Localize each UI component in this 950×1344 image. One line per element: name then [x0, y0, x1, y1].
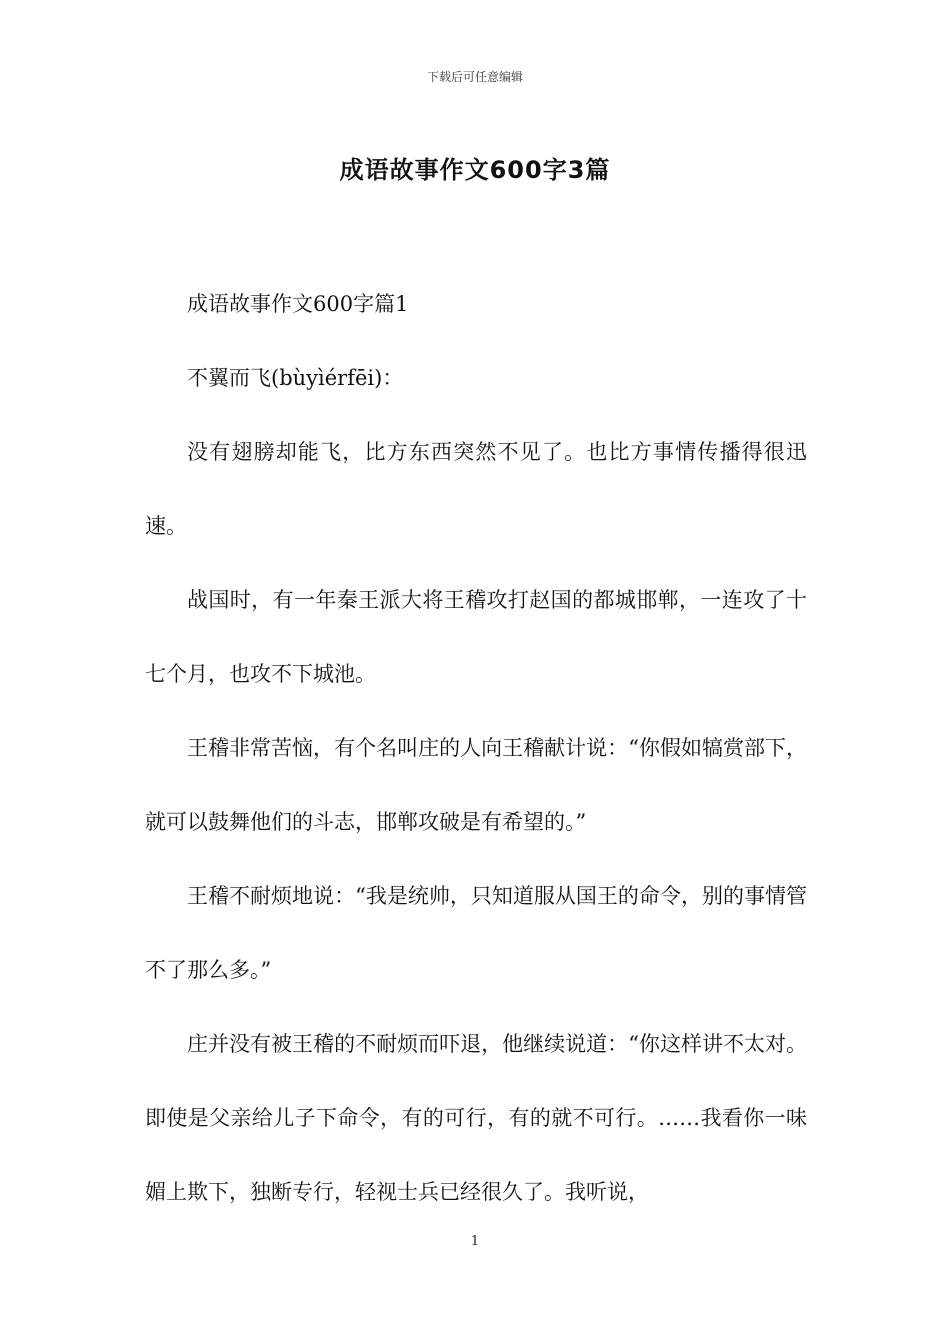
document-body	[145, 267, 807, 1229]
document-title: 成语故事作文600字3篇	[339, 156, 611, 184]
idiom-heading: 不翼而飞(bùyìérfēi)：	[187, 366, 404, 390]
header-note: 下载后可任意编辑	[426, 70, 523, 84]
paragraph: 庄并没有被王稽的不耐烦而吓退，他继续说道：“你这样讲不太对。即使是父亲给儿子下命令，有的可行，有的就不可行。……我看你一味媚上欺下，独断专行，轻视士兵已经很久了。我听说，	[145, 1032, 807, 1204]
paragraph: 没有翅膀却能飞，比方东西突然不见了。也比方事情传播得很迅速。	[145, 440, 807, 538]
paragraph: 战国时，有一年秦王派大将王稽攻打赵国的都城邯郸，一连攻了十七个月，也攻不下城池。	[145, 588, 807, 686]
paragraph: 王稽非常苦恼，有个名叫庄的人向王稽献计说：“你假如犒赏部下，就可以鼓舞他们的斗志，邯郸攻破是有希望的。”	[145, 736, 807, 834]
section-heading: 成语故事作文600字篇1	[187, 292, 409, 316]
paragraph: 王稽不耐烦地说：“我是统帅，只知道服从国王的命令，别的事情管不了那么多。”	[145, 884, 807, 982]
page-number: 1	[470, 1234, 480, 1249]
